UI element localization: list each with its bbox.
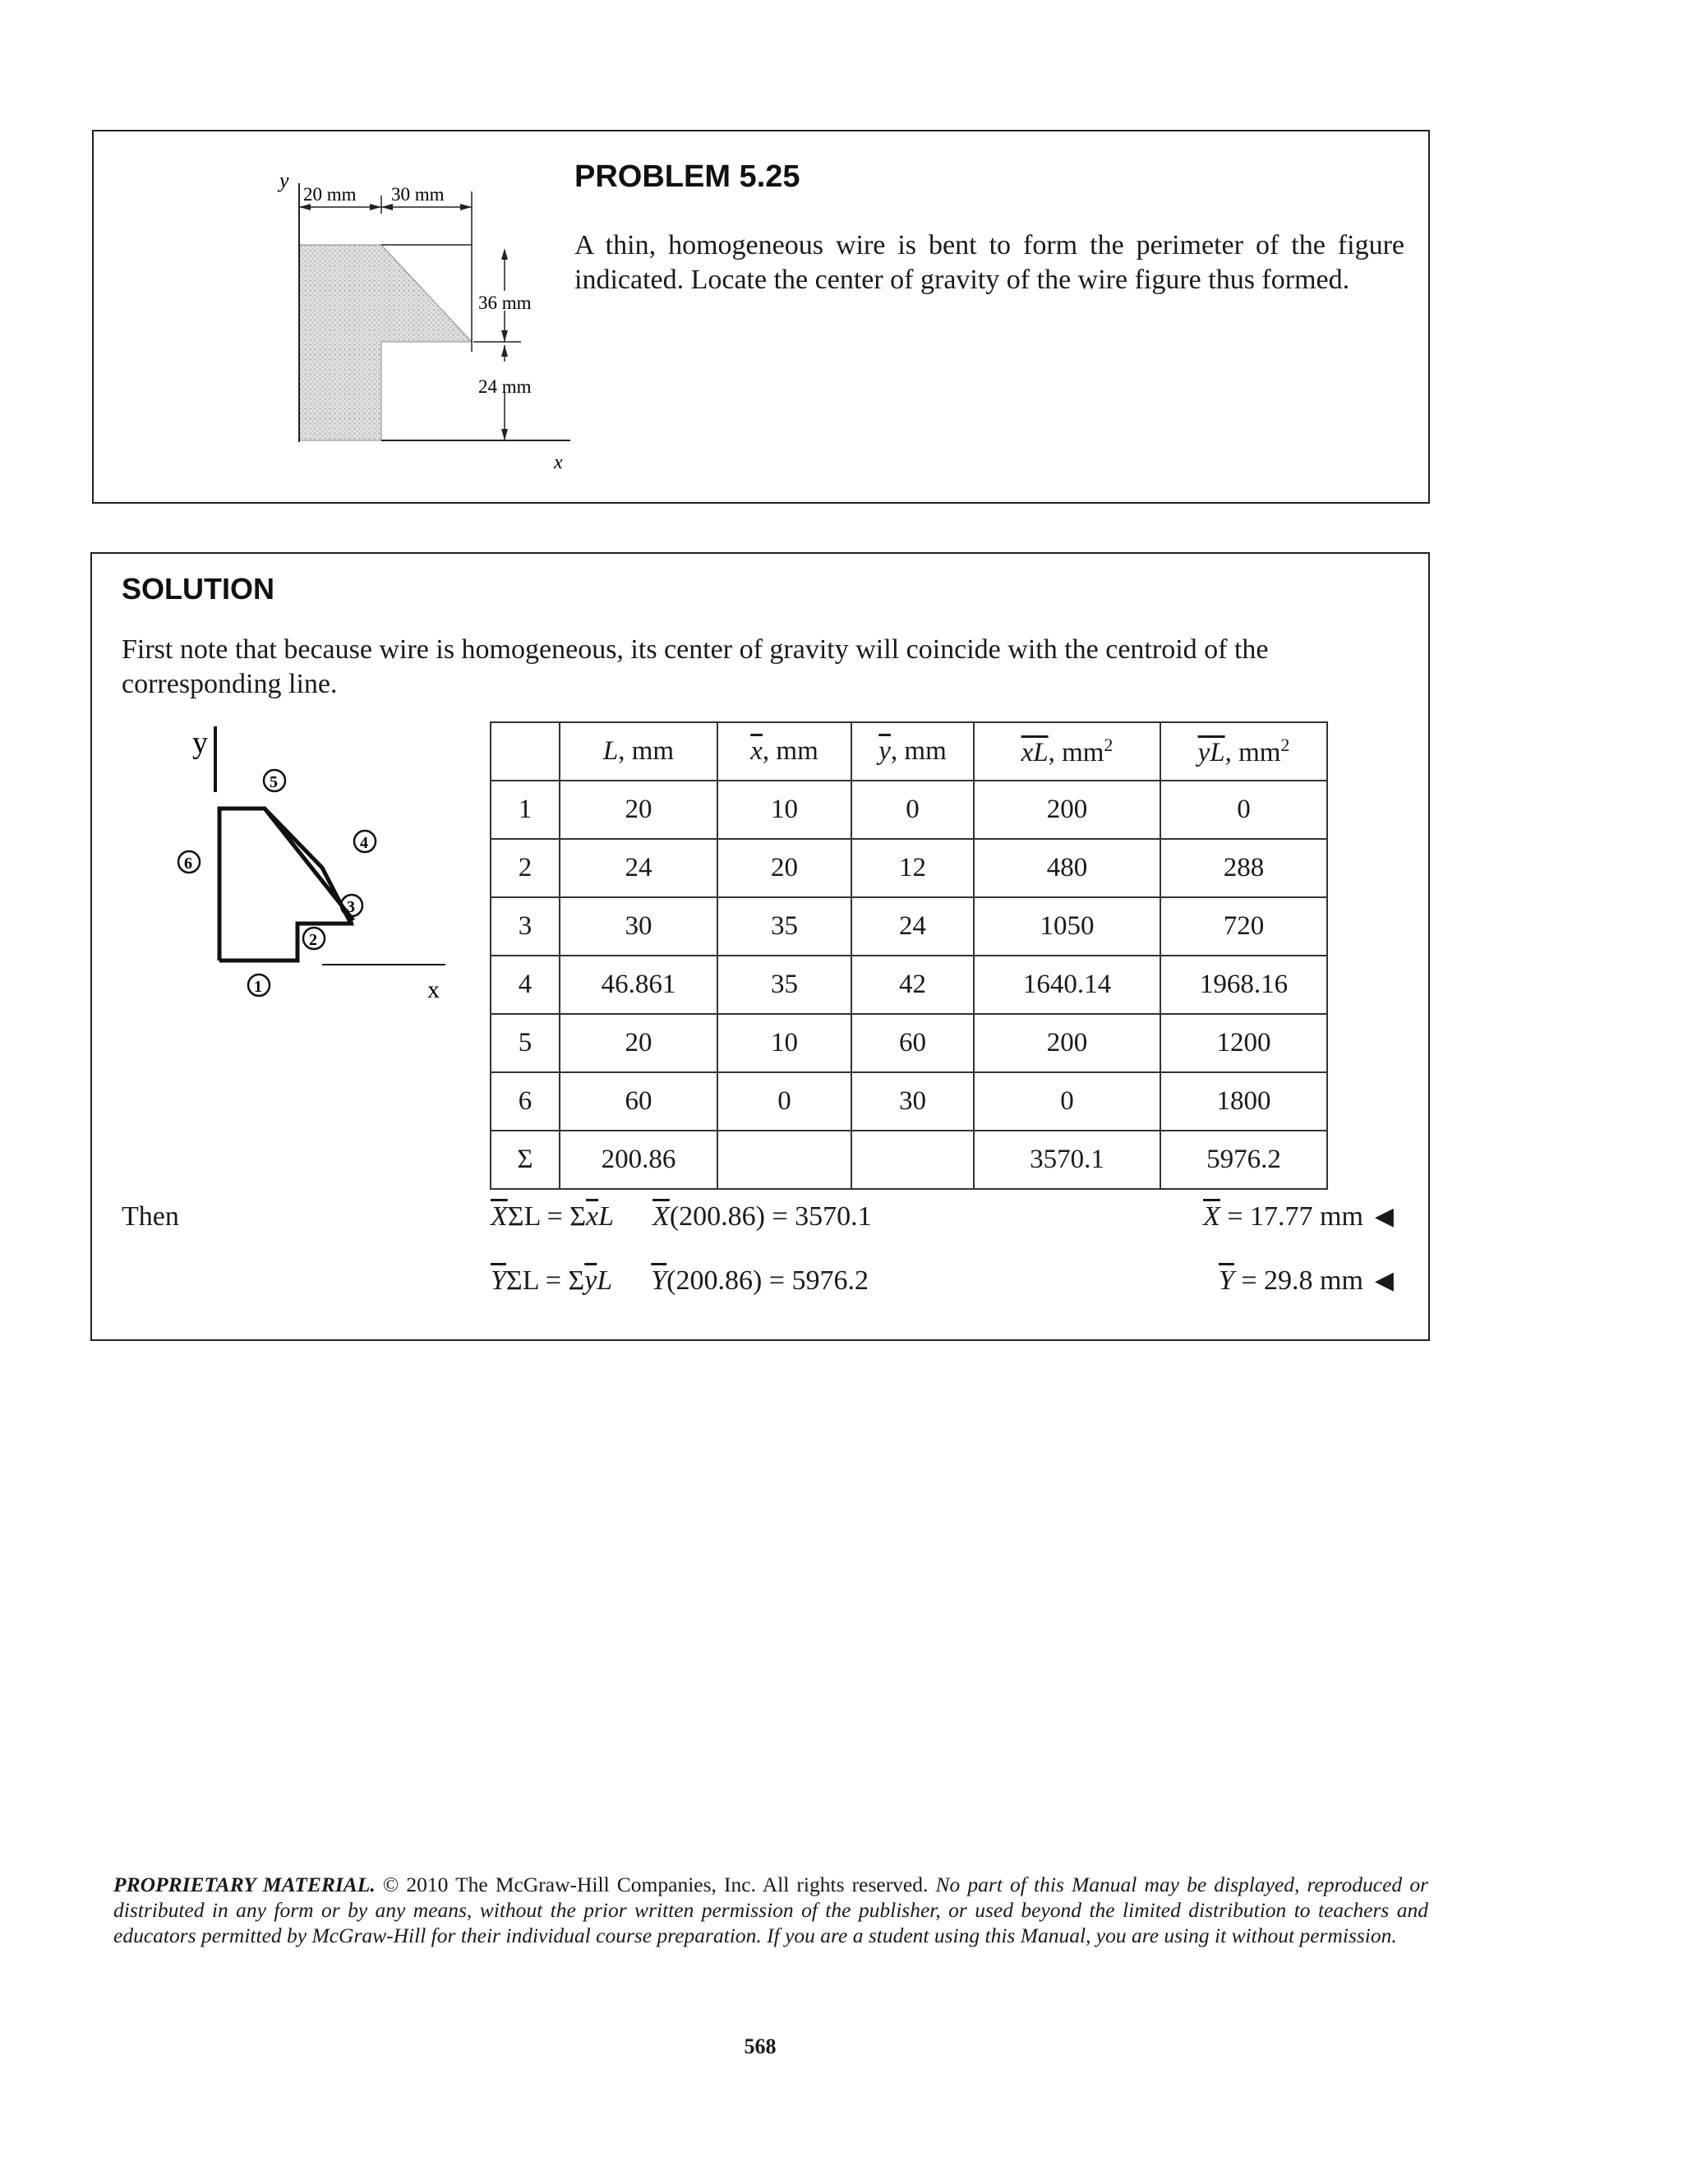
- table-cell: 35: [717, 897, 851, 956]
- table-row: [491, 839, 1327, 897]
- table-cell: 46.861: [560, 956, 717, 1014]
- table-row: [491, 781, 1327, 839]
- segment-label-6: [178, 851, 200, 873]
- segment-label-1: [248, 975, 270, 996]
- table-cell: 0: [974, 1072, 1160, 1131]
- table-cell: 35: [717, 956, 851, 1014]
- problem-title: PROBLEM 5.25: [574, 159, 800, 194]
- dim-24-label: 24 mm: [478, 376, 532, 397]
- table-cell: 1200: [1160, 1014, 1327, 1072]
- answer-marker-icon: ◀: [1374, 1203, 1394, 1230]
- table-cell: 3: [491, 897, 560, 956]
- shaded-figure: [299, 245, 472, 440]
- table-cell: 1640.14: [974, 956, 1160, 1014]
- then-label: Then: [122, 1201, 179, 1232]
- segment-label-3: [341, 895, 362, 916]
- table-cell: 2: [491, 839, 560, 897]
- table-cell: 6: [491, 1072, 560, 1131]
- equation-x: $\overline{X}\Sigma L = \Sigma\overline{x}L$ $\overline{X}(200.86) = 3570.1$: [491, 1201, 872, 1232]
- table-cell: 20: [560, 781, 717, 839]
- table-cell: 24: [851, 897, 974, 956]
- table-sum-row: [491, 1131, 1327, 1189]
- table-row: [491, 897, 1327, 956]
- solution-title: SOLUTION: [122, 572, 274, 606]
- sketch-x-label: x: [427, 976, 440, 1003]
- table-cell: [717, 1131, 851, 1189]
- result-x: $\overline{X} = 17.77$ mm ◀: [1203, 1201, 1394, 1232]
- table-cell: 24: [560, 839, 717, 897]
- table-cell: 42: [851, 956, 974, 1014]
- solution-intro: First note that because wire is homogeneous, its center of gravity will coincide with the centroid of the corresponding line.: [122, 634, 1269, 699]
- table-row: [491, 956, 1327, 1014]
- table-cell: 10: [717, 1014, 851, 1072]
- table-cell: 288: [1160, 839, 1327, 897]
- copyright-notice: PROPRIETARY MATERIAL. © 2010 The McGraw-Hill Companies, Inc. All rights reserved. No part of this Manual may be displayed, reproduced or distributed in any form or by any means, without the prior written permission of the publisher, or used beyond the limited distribution to teachers and educators permitted by McGraw-Hill for their individual course preparation. If you are a student using this Manual, you are using it without permission.: [113, 1873, 1428, 1947]
- header-xL: $\overline{xL}$, $mm^2$: [974, 722, 1160, 781]
- table-cell: 480: [974, 839, 1160, 897]
- header-ybar: $\overline{y}$, mm: [851, 722, 974, 781]
- table-cell: 1968.16: [1160, 956, 1327, 1014]
- dim-30-label: 30 mm: [391, 184, 445, 205]
- centroid-table: [490, 721, 1328, 1190]
- table-cell: [851, 1131, 974, 1189]
- table-cell: Σ: [491, 1131, 560, 1189]
- table-cell: 30: [851, 1072, 974, 1131]
- table-cell: 0: [717, 1072, 851, 1131]
- solution-box: [90, 552, 1430, 1341]
- table-cell: 720: [1160, 897, 1327, 956]
- header-index: [491, 722, 560, 781]
- table-cell: 60: [560, 1072, 717, 1131]
- fig-y-label: y: [279, 168, 289, 192]
- problem-box: [92, 130, 1430, 504]
- table-cell: 20: [560, 1014, 717, 1072]
- equation-y: $\overline{Y}\Sigma L = \Sigma\overline{y}L$ $\overline{Y}(200.86) = 5976.2$: [491, 1265, 869, 1296]
- fig-x-label: x: [554, 452, 563, 473]
- dim-20-label: 20 mm: [303, 184, 357, 205]
- table-cell: 12: [851, 839, 974, 897]
- table-cell: 20: [717, 839, 851, 897]
- answer-marker-icon: ◀: [1374, 1267, 1394, 1294]
- svg-text:4: 4: [360, 834, 368, 852]
- problem-statement: A thin, homogeneous wire is bent to form the perimeter of the figure indicated. Locate the center of gravity of the wire figure thus formed.: [574, 230, 1404, 295]
- table-cell: 1: [491, 781, 560, 839]
- svg-text:1: 1: [254, 978, 262, 996]
- table-cell: 10: [717, 781, 851, 839]
- segment-label-4: [354, 831, 376, 852]
- page-number: 568: [744, 2034, 777, 2058]
- table-cell: 5: [491, 1014, 560, 1072]
- problem-figure: [176, 146, 587, 500]
- header-yL: $\overline{yL}$, $mm^2$: [1160, 722, 1327, 781]
- table-cell: 4: [491, 956, 560, 1014]
- dim-36-label: 36 mm: [478, 293, 532, 313]
- table-header-row: [491, 722, 1327, 781]
- table-cell: 30: [560, 897, 717, 956]
- table-cell: 3570.1: [974, 1131, 1160, 1189]
- table-cell: 60: [851, 1014, 974, 1072]
- svg-text:5: 5: [270, 773, 278, 791]
- svg-text:6: 6: [184, 855, 192, 873]
- svg-text:2: 2: [309, 931, 317, 949]
- table-cell: 200.86: [560, 1131, 717, 1189]
- sketch-y-label: y: [192, 726, 208, 760]
- header-L: L, mm: [560, 722, 717, 781]
- table-row: [491, 1014, 1327, 1072]
- svg-text:3: 3: [347, 898, 355, 916]
- table-cell: 0: [1160, 781, 1327, 839]
- table-cell: 0: [851, 781, 974, 839]
- table-cell: 5976.2: [1160, 1131, 1327, 1189]
- solution-sketch: [141, 718, 495, 1014]
- result-y: $\overline{Y} = 29.8$ mm ◀: [1218, 1265, 1394, 1296]
- segment-label-2: [303, 928, 325, 949]
- header-xbar: $\overline{x}$, mm: [717, 722, 851, 781]
- table-cell: 1800: [1160, 1072, 1327, 1131]
- table-cell: 200: [974, 1014, 1160, 1072]
- table-cell: 1050: [974, 897, 1160, 956]
- table-cell: 200: [974, 781, 1160, 839]
- table-row: [491, 1072, 1327, 1131]
- segment-label-5: [264, 770, 285, 791]
